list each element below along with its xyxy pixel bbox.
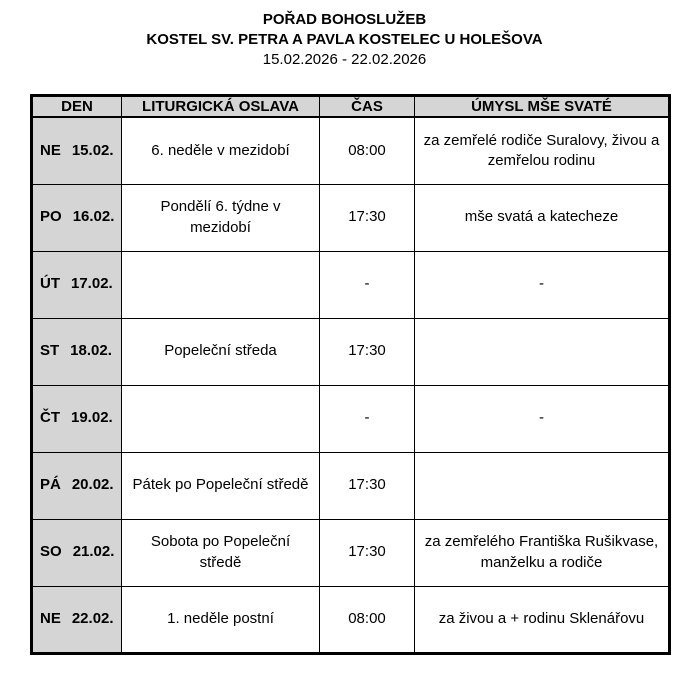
table-row <box>32 184 670 251</box>
day-cell <box>32 586 122 653</box>
day-abbrev: PO <box>40 208 62 226</box>
page-subtitle: KOSTEL SV. PETRA A PAVLA KOSTELEC U HOLEŠOVA <box>146 31 543 48</box>
day-date: 17.02. <box>71 275 113 293</box>
day-date: 16.02. <box>72 208 115 226</box>
time-cell: 08:00 <box>320 117 415 184</box>
intention-cell: mše svatá a katecheze <box>415 184 670 251</box>
column-header-liturgicka-oslava: LITURGICKÁ OSLAVA <box>122 96 320 118</box>
column-header-den: DEN <box>32 96 122 118</box>
day-cell <box>32 452 122 519</box>
table-row <box>32 519 670 586</box>
time-cell: 17:30 <box>320 452 415 519</box>
day-cell <box>32 385 122 452</box>
date-range: 15.02.2026 - 22.02.2026 <box>262 51 427 68</box>
celebration-cell <box>122 385 320 452</box>
column-header-umysl-mse-svate: ÚMYSL MŠE SVATÉ <box>415 96 670 118</box>
day-date: 18.02. <box>70 342 112 360</box>
table-row <box>32 452 670 519</box>
celebration-cell: Popeleční středa <box>122 318 320 385</box>
intention-cell: - <box>415 385 670 452</box>
table-row <box>32 586 670 653</box>
day-abbrev: ČT <box>40 409 60 427</box>
day-cell <box>32 318 122 385</box>
time-cell: 08:00 <box>320 586 415 653</box>
day-abbrev: ÚT <box>40 275 60 293</box>
intention-cell <box>415 452 670 519</box>
intention-cell: - <box>415 251 670 318</box>
schedule-table-body <box>32 117 670 653</box>
time-cell: - <box>320 385 415 452</box>
day-cell <box>32 251 122 318</box>
time-cell: - <box>320 251 415 318</box>
table-header-row <box>32 96 670 118</box>
intention-cell: za živou a + rodinu Sklenářovu <box>415 586 670 653</box>
celebration-cell: 6. neděle v mezidobí <box>122 117 320 184</box>
day-abbrev: PÁ <box>40 476 61 494</box>
day-date: 15.02. <box>71 141 114 159</box>
day-abbrev: ST <box>40 342 60 360</box>
time-cell: 17:30 <box>320 318 415 385</box>
day-date: 19.02. <box>71 409 113 427</box>
day-date: 20.02. <box>71 476 114 494</box>
day-date: 22.02. <box>71 609 114 627</box>
day-cell <box>32 519 122 586</box>
table-row <box>32 385 670 452</box>
day-cell <box>32 184 122 251</box>
day-date: 21.02. <box>72 543 115 561</box>
time-cell: 17:30 <box>320 184 415 251</box>
document-header <box>0 0 689 70</box>
celebration-cell: Pátek po Popeleční středě <box>122 452 320 519</box>
schedule-table <box>30 94 671 655</box>
day-cell <box>32 117 122 184</box>
celebration-cell: 1. neděle postní <box>122 586 320 653</box>
page-title: POŘAD BOHOSLUŽEB <box>262 11 427 28</box>
celebration-cell <box>122 251 320 318</box>
time-cell: 17:30 <box>320 519 415 586</box>
table-row <box>32 251 670 318</box>
celebration-cell: Sobota po Popeleční středě <box>122 519 320 586</box>
table-row <box>32 318 670 385</box>
table-row <box>32 117 670 184</box>
intention-cell: za zemřelé rodiče Suralovy, živou a zemřelou rodinu <box>415 117 670 184</box>
column-header-cas: ČAS <box>320 96 415 118</box>
day-abbrev: SO <box>40 543 62 561</box>
intention-cell <box>415 318 670 385</box>
intention-cell: za zemřelého Františka Rušikvase, manželku a rodiče <box>415 519 670 586</box>
day-abbrev: NE <box>40 609 61 627</box>
celebration-cell: Pondělí 6. týdne v mezidobí <box>122 184 320 251</box>
day-abbrev: NE <box>40 141 61 159</box>
